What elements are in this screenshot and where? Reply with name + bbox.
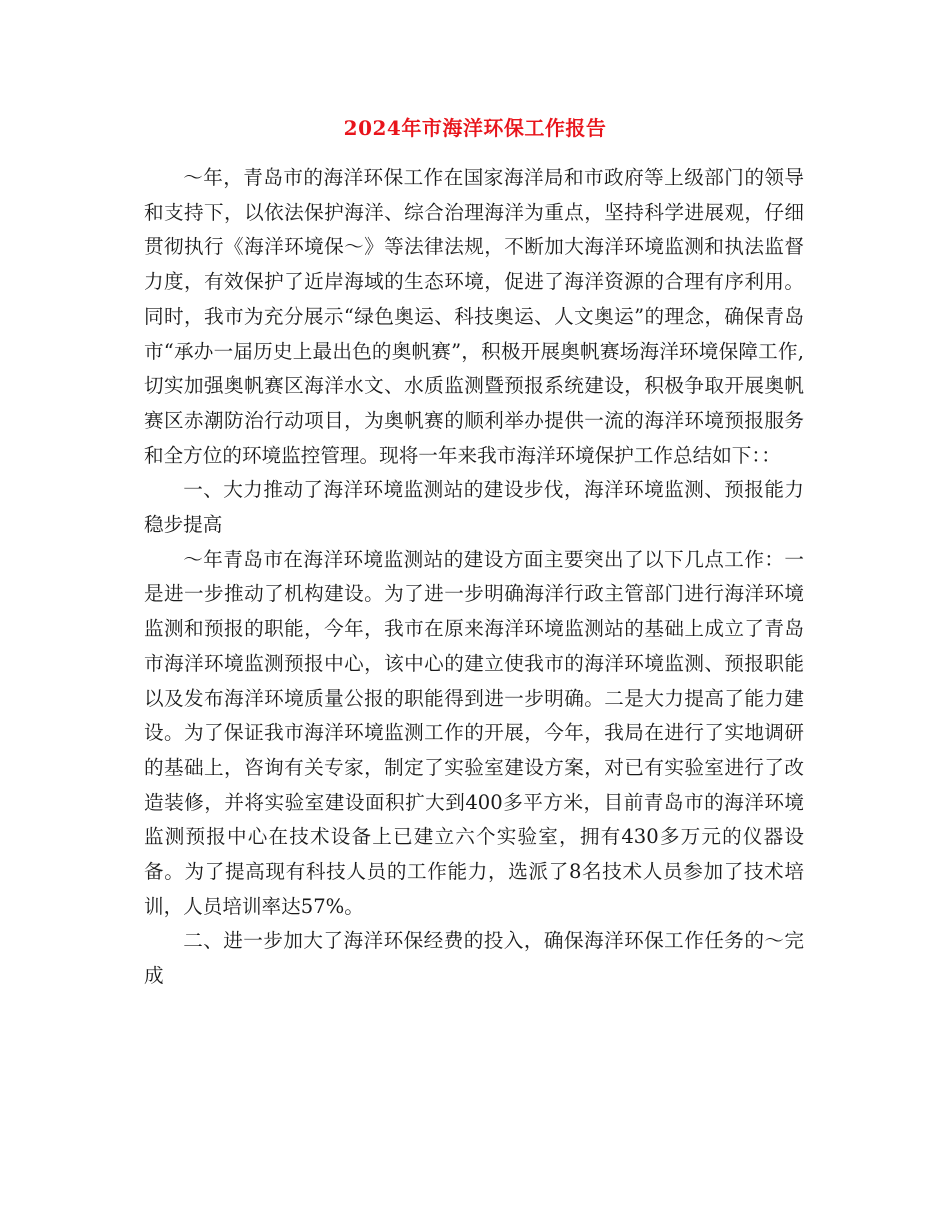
paragraph-intro: ～年，青岛市的海洋环保工作在国家海洋局和市政府等上级部门的领导和支持下，以依法保护海洋、综合治理海洋为重点，坚持科学进展观，仔细贯彻执行《海洋环境保～》等法律法规，不断加大海洋环境监测和执法监督力度，有效保护了近岸海域的生态环境，促进了海洋资源的合理有序利用。同时，我市为充分展示“绿色奥运、科技奥运、人文奥运”的理念，确保青岛市“承办一届历史上最出色的奥帆赛”，积极开展奥帆赛场海洋环境保障工作,切实加强奥帆赛区海洋水文、水质监测暨预报系统建设，积极争取开展奥帆赛区赤潮防治行动项目，为奥帆赛的顺利举办提供一流的海洋环境预报服务和全方位的环境监控管理。现将一年来我市海洋环境保护工作总结如下：： xyxy=(144,166,804,467)
paragraph-section-1-body: ～年青岛市在海洋环境监测站的建设方面主要突出了以下几点工作：一是进一步推动了机构建设。为了进一步明确海洋行政主管部门进行海洋环境监测和预报的职能，今年，我市在原来海洋环境监测站的基础上成立了青岛市海洋环境监测预报中心，该中心的建立使我市的海洋环境监测、预报职能以及发布海洋环境质量公报的职能得到进一步明确。二是大力提高了能力建设。为了保证我市海洋环境监测工作的开展，今年，我局在进行了实地调研的基础上，咨询有关专家，制定了实验室建设方案，对已有实验室进行了改造装修，并将实验室建设面积扩大到400多平方米，目前青岛市的海洋环境监测预报中心在技术设备上已建立六个实验室，拥有430多万元的仪器设备。为了提高现有科技人员的工作能力，选派了8名技术人员参加了技术培训，人员培训率达57%。 xyxy=(144,547,804,918)
document-body xyxy=(144,161,804,994)
document-title: 2024年市海洋环保工作报告 xyxy=(343,116,607,140)
paragraph-section-2-heading: 二、进一步加大了海洋环保经费的投入，确保海洋环保工作任务的～完成 xyxy=(144,929,804,988)
paragraph-section-1-heading: 一、大力推动了海洋环境监测站的建设步伐，海洋环境监测、预报能力稳步提高 xyxy=(144,478,804,537)
